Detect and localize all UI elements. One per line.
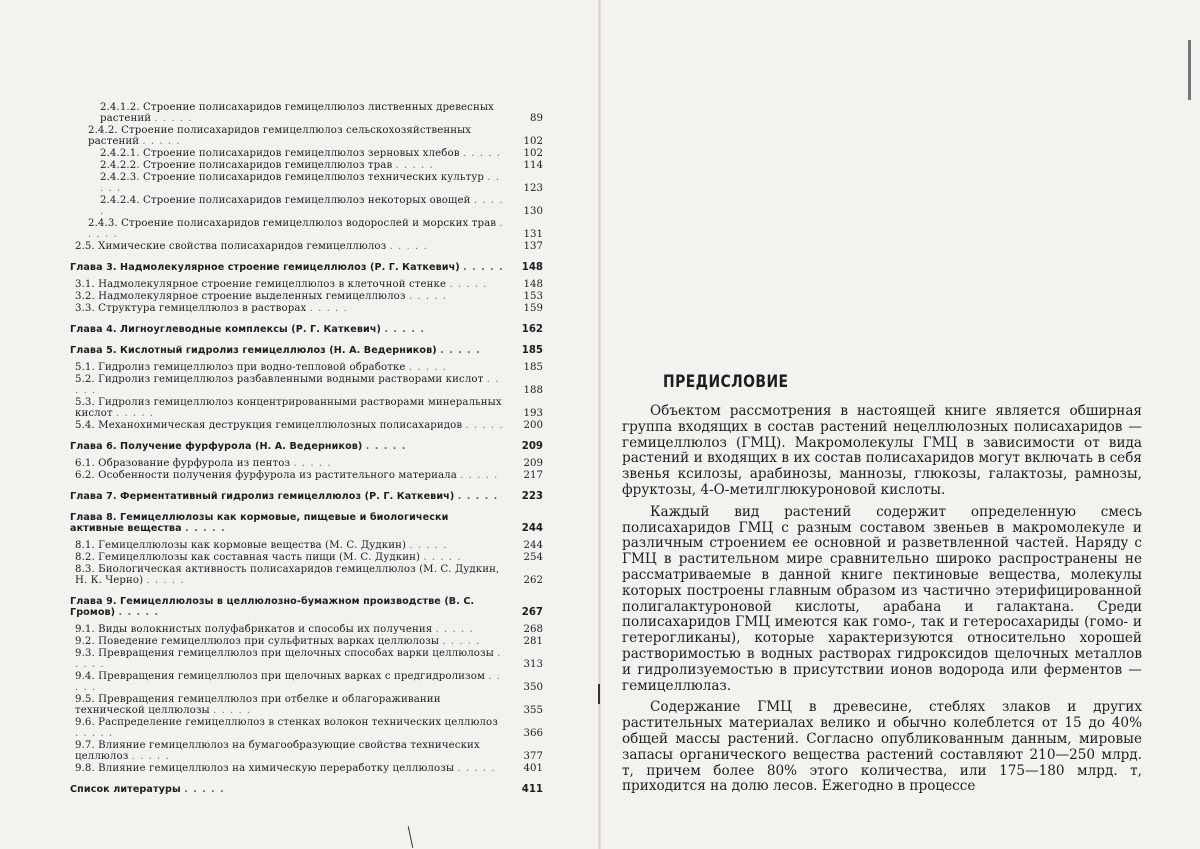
- toc-leader: . . . . .: [75, 374, 500, 396]
- toc-leader: . . . . .: [100, 172, 500, 194]
- toc-title: 2.4.2.4. Строение полисахаридов гемицеллюлоз некоторых овощей: [100, 195, 471, 206]
- toc-page-number: 114: [523, 160, 543, 171]
- toc-title: Глава 5. Кислотный гидролиз гемицеллюлоз (Н. А. Ведерников): [70, 345, 437, 356]
- toc-chapter: [70, 441, 545, 452]
- toc-leader: . . . . .: [154, 113, 193, 124]
- toc-page-number: 350: [523, 682, 543, 693]
- toc-section: [70, 362, 545, 373]
- toc-leader: . . . . .: [384, 324, 425, 335]
- toc-title: Глава 9. Гемицеллюлозы в целлюлозно-бумажном производстве (В. С. Громов): [70, 596, 475, 618]
- toc-leader: . . . . .: [465, 420, 504, 431]
- toc-section: [70, 125, 545, 147]
- toc-section: [70, 397, 545, 419]
- toc-leader: . . . . .: [440, 345, 481, 356]
- toc-title: 9.2. Поведение гемицеллюлоз при сульфитных варках целлюлозы: [75, 636, 440, 647]
- toc-leader: . . . . .: [408, 362, 447, 373]
- toc-title: Глава 4. Лигноуглеводные комплексы (Р. Г. Каткевич): [70, 324, 382, 335]
- toc-page-number: 244: [521, 523, 543, 534]
- toc-title: 2.4.2. Строение полисахаридов гемицеллюлоз сельскохозяйственных растений: [88, 125, 472, 147]
- toc-title: Глава 3. Надмолекулярное строение гемицеллюлоз (Р. Г. Каткевич): [70, 262, 460, 273]
- toc-section: [70, 291, 545, 302]
- toc-title: 9.4. Превращения гемицеллюлоз при щелочных варках с предгидролизом: [75, 671, 485, 682]
- toc-page-number: 366: [523, 728, 543, 739]
- toc-section: [70, 148, 545, 159]
- toc-title: 3.1. Надмолекулярное строение гемицеллюлоз в клеточной стенке: [75, 279, 447, 290]
- toc-section: [70, 648, 545, 670]
- toc-section: [70, 624, 545, 635]
- toc-section: [70, 470, 545, 481]
- toc-page-number: 188: [523, 385, 543, 396]
- toc-section: [70, 241, 545, 252]
- toc-section: [70, 694, 545, 716]
- toc-chapter: [70, 345, 545, 356]
- table-of-contents: [70, 102, 545, 795]
- toc-title: 9.7. Влияние гемицеллюлоз на бумагообразующие свойства технических целлюлоз: [75, 740, 480, 762]
- toc-title: 2.4.2.2. Строение полисахаридов гемицеллюлоз трав: [100, 160, 393, 171]
- toc-title: 9.3. Превращения гемицеллюлоз при щелочных способах варки целлюлозы: [75, 648, 494, 659]
- toc-leader: . . . . .: [142, 136, 181, 147]
- toc-page-number: 355: [523, 705, 543, 716]
- toc-section: [70, 374, 545, 396]
- toc-page-number: 267: [521, 607, 543, 618]
- toc-page-number: 159: [523, 303, 543, 314]
- toc-leader: . . . . .: [408, 291, 447, 302]
- toc-page-number: 148: [523, 279, 543, 290]
- toc-section: [70, 218, 545, 240]
- toc-section: [70, 279, 545, 290]
- toc-page-number: 209: [521, 441, 543, 452]
- toc-section: [70, 160, 545, 171]
- toc-section: [70, 458, 545, 469]
- toc-section: [70, 195, 545, 217]
- toc-page-number: 411: [521, 784, 543, 795]
- scan-mark: [1188, 40, 1191, 100]
- toc-leader: . . . . .: [184, 784, 225, 795]
- toc-leader: . . . . .: [309, 303, 348, 314]
- toc-leader: . . . . .: [213, 705, 252, 716]
- toc-title: 8.3. Биологическая активность полисахаридов гемицеллюлоз (М. С. Дудкин, Н. К. Черно): [75, 564, 500, 586]
- toc-page-number: 123: [523, 183, 543, 194]
- toc-page-number: 281: [523, 636, 543, 647]
- toc-section: [70, 564, 545, 586]
- toc-leader: . . . . .: [75, 648, 502, 670]
- toc-title: 5.1. Гидролиз гемицеллюлоз при водно-тепловой обработке: [75, 362, 406, 373]
- toc-title: 3.3. Структура гемицеллюлоз в растворах: [75, 303, 307, 314]
- toc-page-number: 217: [523, 470, 543, 481]
- toc-leader: . . . . .: [100, 195, 504, 217]
- toc-leader: . . . . .: [409, 540, 448, 551]
- toc-leader: . . . . .: [457, 763, 496, 774]
- toc-leader: . . . . .: [449, 279, 488, 290]
- toc-page-number: 244: [523, 540, 543, 551]
- preface-body: [622, 404, 1142, 795]
- toc-title: 2.4.2.1. Строение полисахаридов гемицеллюлоз зерновых хлебов: [100, 148, 460, 159]
- toc-leader: . . . . .: [460, 470, 499, 481]
- toc-chapter: [70, 491, 545, 502]
- toc-page-number: 148: [521, 262, 543, 273]
- toc-page-number: 102: [523, 136, 543, 147]
- toc-section: [70, 102, 545, 124]
- toc-section: [70, 636, 545, 647]
- toc-title: 3.2. Надмолекулярное строение выделенных гемицеллюлоз: [75, 291, 406, 302]
- toc-leader: . . . . .: [118, 607, 160, 618]
- scan-mark: [598, 684, 600, 704]
- toc-leader: . . . . .: [185, 523, 226, 534]
- toc-page-number: 130: [523, 206, 543, 217]
- toc-title: 2.4.3. Строение полисахаридов гемицеллюлоз водорослей и морских трав: [88, 218, 497, 229]
- toc-leader: . . . . .: [462, 148, 501, 159]
- toc-chapter: [70, 596, 545, 618]
- toc-leader: . . . . .: [365, 441, 407, 452]
- toc-leader: . . . . .: [115, 408, 155, 419]
- preface-heading: ПРЕДИСЛОВИЕ: [663, 372, 789, 392]
- toc-leader: . . . . .: [75, 728, 114, 739]
- toc-section: [70, 552, 545, 563]
- toc-leader: . . . . .: [423, 552, 462, 563]
- toc-title: 9.5. Превращения гемицеллюлоз при отбелке и облагораживании технической целлюлозы: [75, 694, 441, 716]
- toc-title: 5.4. Механохимическая деструкция гемицеллюлозных полисахаридов: [75, 420, 463, 431]
- toc-page-number: 401: [523, 763, 543, 774]
- toc-title: 9.6. Распределение гемицеллюлоз в стенках волокон технических целлюлоз: [75, 717, 498, 728]
- toc-title: 6.2. Особенности получения фурфурола из растительного материала: [75, 470, 457, 481]
- toc-title: 8.1. Гемицеллюлозы как кормовые вещества (М. С. Дудкин): [75, 540, 407, 551]
- toc-leader: . . . . .: [131, 751, 170, 762]
- toc-section: [70, 763, 545, 774]
- toc-page-number: 193: [523, 408, 543, 419]
- toc-leader: . . . . .: [442, 636, 481, 647]
- toc-page-number: 162: [521, 324, 543, 335]
- toc-leader: . . . . .: [75, 671, 501, 693]
- toc-section: [70, 740, 545, 762]
- toc-leader: . . . . .: [389, 241, 428, 252]
- toc-page-number: 185: [521, 345, 543, 356]
- toc-title: 2.5. Химические свойства полисахаридов гемицеллюлоз: [75, 241, 387, 252]
- preface-paragraph: Содержание ГМЦ в древесине, стеблях злаков и других растительных материалах велико и обычно колеблется от 15 до 40% общей массы растений. Согласно опубликованным данным, мировые запасы органического вещества растений составляют 210—250 млрд. т, причем более 80% этого количества, или 175—180 млрд. т, приходится на долю лесов. Ежегодно в процессе: [622, 699, 1142, 795]
- toc-title: Глава 8. Гемицеллюлозы как кормовые, пищевые и биологически активные вещества: [70, 512, 449, 534]
- toc-section: [70, 420, 545, 431]
- toc-section: [70, 540, 545, 551]
- toc-title: Список литературы: [70, 784, 181, 795]
- toc-leader: . . . . .: [395, 160, 434, 171]
- toc-leader: . . . . .: [293, 458, 332, 469]
- toc-title: 9.1. Виды волокнистых полуфабрикатов и способы их получения: [75, 624, 433, 635]
- toc-page-number: 254: [523, 552, 543, 563]
- toc-leader: . . . . .: [457, 491, 499, 502]
- toc-page-number: 131: [523, 229, 543, 240]
- toc-title: 8.2. Гемицеллюлозы как составная часть пищи (М. С. Дудкин): [75, 552, 421, 563]
- toc-leader: . . . . .: [435, 624, 474, 635]
- preface-paragraph: Каждый вид растений содержит определенную смесь полисахаридов ГМЦ с разным составом звеньев в макромолекуле и различным строением ее основной и разветвленной частей. Наряду с ГМЦ в растительном мире сравнительно широко распространены не рассматриваемые в данной книге пектиновые вещества, молекулы которых построены главным образом из частично этерифицированной полигалактуроновой кислоты, арабана и галактана. Среди полисахаридов ГМЦ имеются как гомо-, так и гетеросахариды (гомо- и гетерогликаны), которые характеризуются относительно хорошей растворимостью в водных растворах гидроксидов щелочных металлов и гидролизуемостью в присутствии ионов водорода или ферментов — гемицеллюлаз.: [622, 503, 1142, 694]
- toc-leader: . . . . .: [88, 218, 504, 240]
- toc-title: Глава 6. Получение фурфурола (Н. А. Ведерников): [70, 441, 363, 452]
- toc-title: 9.8. Влияние гемицеллюлоз на химическую переработку целлюлозы: [75, 763, 455, 774]
- toc-chapter: [70, 512, 545, 534]
- toc-chapter: [70, 324, 545, 335]
- toc-section: [70, 303, 545, 314]
- toc-chapter: [70, 262, 545, 273]
- toc-section: [70, 671, 545, 693]
- toc-leader: . . . . .: [146, 575, 185, 586]
- toc-title: 2.4.2.3. Строение полисахаридов гемицеллюлоз технических культур: [100, 172, 484, 183]
- toc-title: 2.4.1.2. Строение полисахаридов гемицеллюлоз лиственных древесных растений: [100, 102, 494, 124]
- toc-page-number: 153: [523, 291, 543, 302]
- toc-chapter: [70, 784, 545, 795]
- toc-title: Глава 7. Ферментативный гидролиз гемицеллюлоз (Р. Г. Каткевич): [70, 491, 455, 502]
- toc-page-number: 209: [523, 458, 543, 469]
- toc-page-number: 313: [523, 659, 543, 670]
- toc-leader: . . . . .: [463, 262, 504, 273]
- toc-section: [70, 172, 545, 194]
- preface-paragraph: Объектом рассмотрения в настоящей книге является обширная группа входящих в состав растений нецеллюлозных полисахаридов — гемицеллюлоз (ГМЦ). Макромолекулы ГМЦ в зависимости от вида растений и входящих в их состав полисахаридов могут включать в себя звенья ксилозы, арабинозы, маннозы, глюкозы, галактозы, рамнозы, фруктозы, 4-О-метилглюкуроновой кислоты.: [622, 403, 1142, 498]
- toc-page-number: 268: [523, 624, 543, 635]
- toc-title: 6.1. Образование фурфурола из пентоз: [75, 458, 291, 469]
- toc-title: 5.3. Гидролиз гемицеллюлоз концентрированными растворами минеральных кислот: [75, 397, 502, 419]
- toc-page-number: 137: [523, 241, 543, 252]
- toc-title: 5.2. Гидролиз гемицеллюлоз разбавленными водными растворами кислот: [75, 374, 484, 385]
- toc-page-number: 89: [530, 113, 543, 124]
- toc-page-number: 102: [523, 148, 543, 159]
- toc-section: [70, 717, 545, 739]
- toc-page-number: 200: [523, 420, 543, 431]
- toc-page-number: 377: [523, 751, 543, 762]
- toc-page-number: 185: [523, 362, 543, 373]
- toc-page-number: 223: [521, 491, 543, 502]
- toc-page-number: 262: [523, 575, 543, 586]
